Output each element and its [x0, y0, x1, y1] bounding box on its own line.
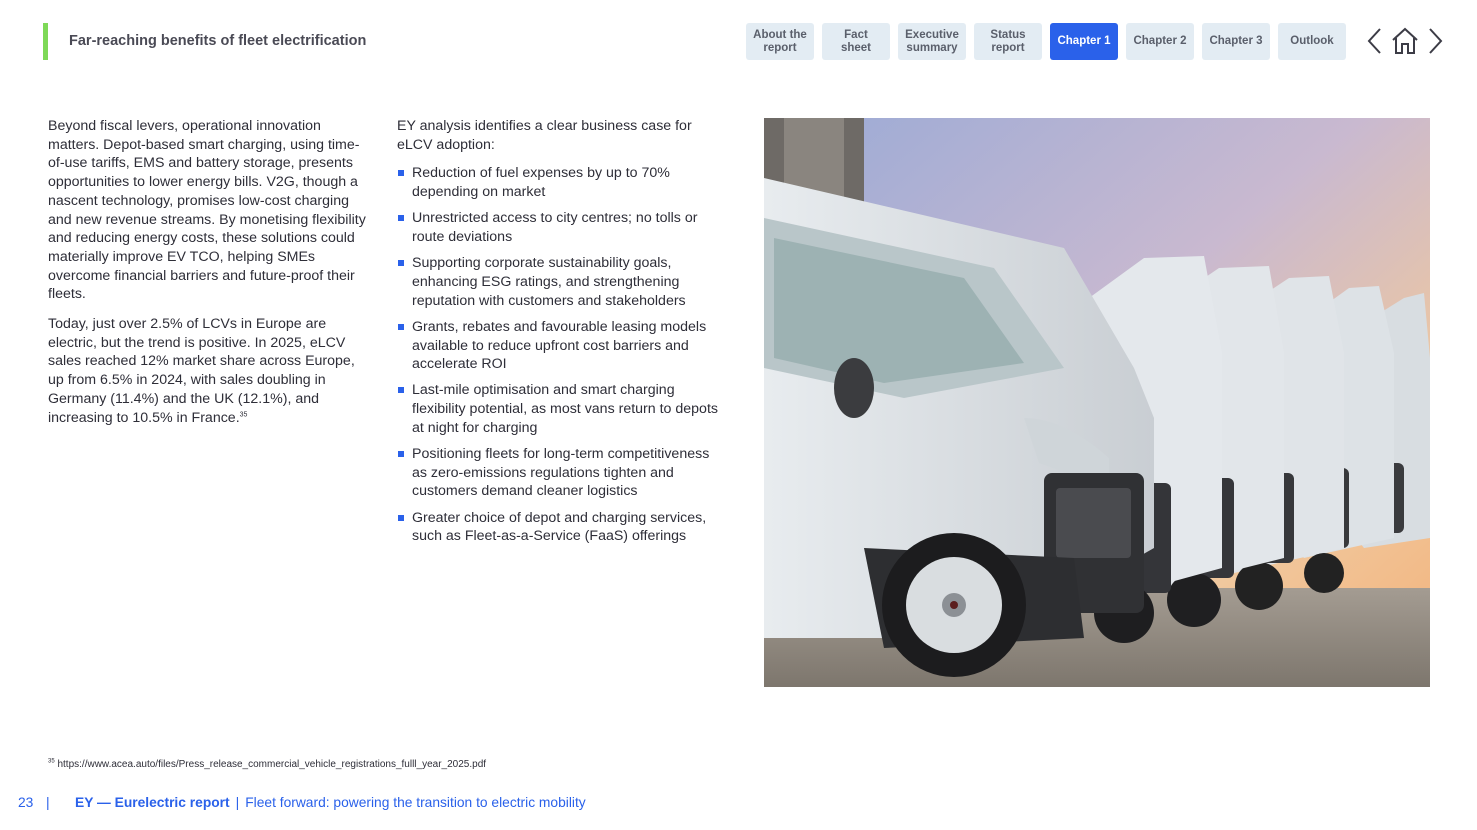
footnote-reference: 35 [239, 410, 248, 418]
page-footer [18, 795, 586, 810]
bullet-square-icon [398, 260, 404, 266]
home-icon[interactable] [1391, 26, 1419, 56]
chapter-navigation [746, 23, 1346, 60]
left-text-column [48, 117, 366, 438]
paragraph-market-share: Today, just over 2.5% of LCVs in Europe are electric, but the trend is positive. In 2025, eLCV sales reached 12% market share across Europe, up from 6.5% in 2024, with sales doubling in Germany (11.4%) and the UK (12.1%), and increasing to 10.5% in France.$^{35}$ [48, 316, 355, 426]
tab-about-the-report[interactable]: About the report [746, 23, 814, 60]
section-accent-bar [43, 23, 48, 60]
list-item: Supporting corporate sustainability goals, enhancing ESG ratings, and strengthening reputation with customers and stakeholders [397, 254, 727, 310]
list-item: Greater choice of depot and charging services, such as Fleet-as-a-Service (FaaS) offerings [397, 509, 727, 546]
chevron-left-icon[interactable] [1365, 26, 1385, 56]
business-case-intro: EY analysis identifies a clear business case for eLCV adoption: [397, 118, 692, 153]
tab-chapter-3[interactable]: Chapter 3 [1202, 23, 1270, 60]
tab-outlook[interactable]: Outlook [1278, 23, 1346, 60]
business-case-column [397, 117, 727, 554]
bullet-square-icon [398, 387, 404, 393]
list-item: Reduction of fuel expenses by up to 70% depending on market [397, 164, 727, 201]
footer-separator: | [46, 795, 50, 810]
footnote-number: 35 [48, 758, 55, 765]
tab-chapter-2[interactable]: Chapter 2 [1126, 23, 1194, 60]
page-number: 23 [18, 795, 34, 810]
chevron-right-icon[interactable] [1425, 26, 1445, 56]
list-item: Unrestricted access to city centres; no tolls or route deviations [397, 209, 727, 246]
bullet-square-icon [398, 324, 404, 330]
page-navigation-icons [1365, 26, 1445, 56]
tab-chapter-1[interactable]: Chapter 1 [1050, 23, 1118, 60]
footnote-link[interactable]: https://www.acea.auto/files/Press_release_commercial_vehicle_registrations_fulll_year_2025.pdf [57, 759, 487, 770]
list-item: Positioning fleets for long-term competitiveness as zero-emissions regulations tighten and customers demand cleaner logistics [397, 445, 727, 501]
tab-executive-summary[interactable]: Executive summary [898, 23, 966, 60]
business-case-list [397, 164, 727, 546]
list-item: Grants, rebates and favourable leasing models available to reduce upfront cost barriers and accelerate ROI [397, 318, 727, 374]
tab-status-report[interactable]: Status report [974, 23, 1042, 60]
footer-divider: | [235, 795, 240, 810]
bullet-square-icon [398, 215, 404, 221]
footnote [48, 759, 486, 770]
list-item: Last-mile optimisation and smart charging flexibility potential, as most vans return to depots at night for charging [397, 381, 727, 437]
bullet-square-icon [398, 170, 404, 176]
fleet-vans-photo [764, 118, 1430, 687]
footer-report-title[interactable]: Fleet forward: powering the transition to electric mobility [245, 795, 586, 810]
bullet-square-icon [398, 451, 404, 457]
bullet-square-icon [398, 515, 404, 521]
tab-fact-sheet[interactable]: Fact sheet [822, 23, 890, 60]
footer-brand[interactable]: EY — Eurelectric report [75, 795, 230, 810]
section-title: Far-reaching benefits of fleet electrification [69, 33, 367, 49]
paragraph-operational-innovation: Beyond fiscal levers, operational innovation matters. Depot-based smart charging, using time-of-use tariffs, EMS and battery storage, presents opportunities to lower energy bills. V2G, though a nascent technology, promises low-cost charging and new revenue streams. By monetising flexibility and reducing energy costs, these solutions could materially improve EV TCO, helping SMEs overcome financial barriers and future-proof their fleets. [48, 118, 366, 303]
